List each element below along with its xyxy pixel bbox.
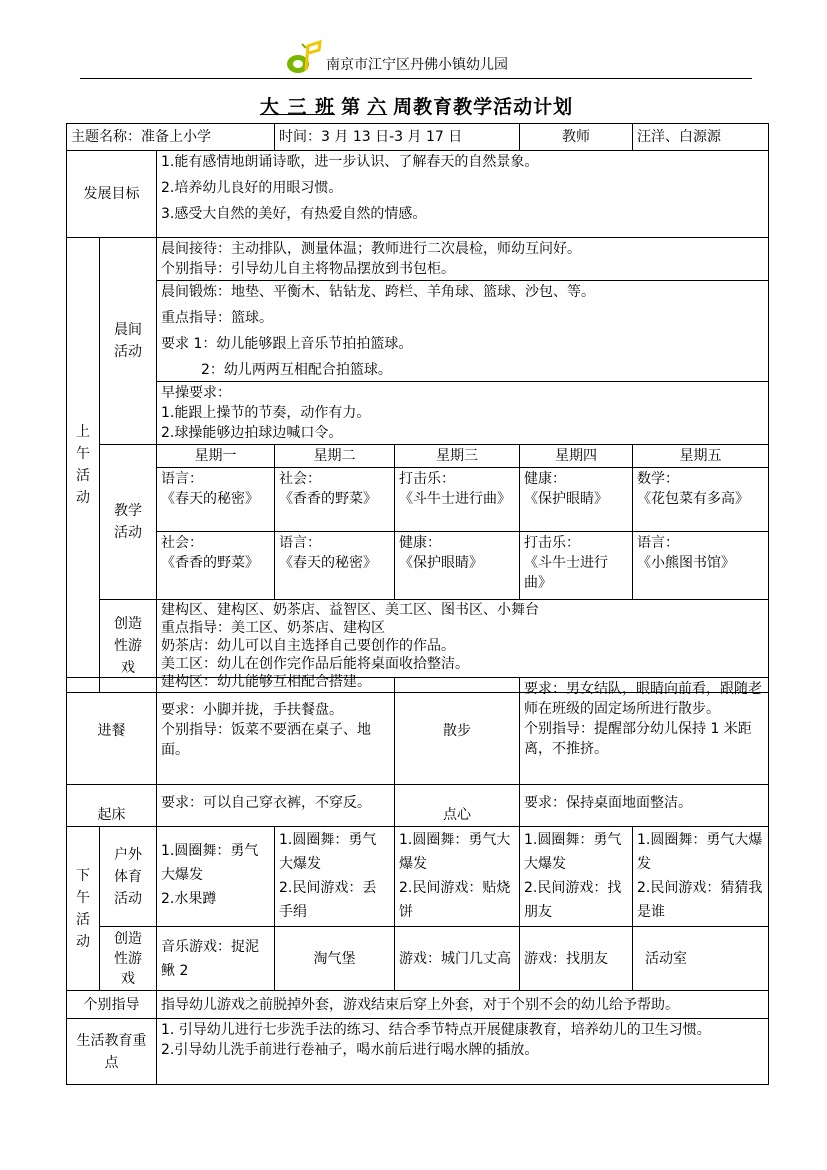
text-line: 《花包菜有多高》 bbox=[637, 491, 750, 507]
text-line: 《小熊图书馆》 bbox=[637, 555, 736, 571]
text-line: 《斗牛士进行曲》 bbox=[399, 491, 512, 507]
text-line: 2.民间游戏：贴烧饼 bbox=[399, 880, 511, 920]
text-line: 建构区：幼儿能够互相配合搭建。 bbox=[161, 674, 371, 690]
pm-creative-cell: 音乐游戏：捉泥鳅 2 bbox=[157, 927, 275, 991]
morning-reception bbox=[157, 238, 769, 281]
text-line: 语言： bbox=[161, 471, 203, 487]
title-suffix: 周教育教学活动计划 bbox=[393, 96, 574, 118]
wake-label: 起床 bbox=[67, 785, 157, 827]
text-line: 《春天的秘密》 bbox=[161, 491, 259, 507]
pm-creative-cell: 活动室 bbox=[633, 927, 769, 991]
text-line: 2.民间游戏：猜猜我是谁 bbox=[637, 880, 763, 920]
text-line: 社会： bbox=[161, 535, 203, 551]
text-line: 《斗牛士进行曲》 bbox=[524, 555, 609, 591]
teacher-label bbox=[520, 124, 633, 151]
text-line: 《香香的野菜》 bbox=[279, 491, 378, 507]
walk-content bbox=[520, 678, 769, 785]
theme-value: 准备上小学 bbox=[141, 129, 211, 145]
text-line: 创造性游戏 bbox=[114, 930, 142, 987]
lesson-cell bbox=[157, 468, 275, 532]
text-line: 晨间接待：主动排队，测量体温；教师进行二次晨检，师幼互问好。 bbox=[161, 241, 581, 257]
goals-label: 发展目标 bbox=[67, 151, 157, 238]
text-line: 要求：男女结队，眼睛向前看，跟随老师在班级的固定场所进行散步。 bbox=[524, 681, 762, 717]
lesson-cell bbox=[633, 468, 769, 532]
text-line: 重点指导：篮球。 bbox=[161, 310, 273, 326]
morning-section-label bbox=[67, 238, 100, 693]
text-line: 早操要求： bbox=[161, 385, 231, 401]
text-line: 1.圆圈舞：勇气大爆发 bbox=[637, 832, 763, 872]
text-line: 2.引导幼儿洗手前进行卷袖子，喝水前后进行喝水牌的插放。 bbox=[161, 1042, 539, 1058]
school-name: 南京市江宁区丹佛小镇幼儿园 bbox=[326, 57, 508, 73]
text-line: 要求 1：幼儿能够跟上音乐节拍拍篮球。 bbox=[161, 336, 413, 352]
text-line: 2.水果蹲 bbox=[161, 891, 217, 907]
text-line: 建构区、建构区、奶茶店、益智区、美工区、图书区、小舞台 bbox=[161, 602, 539, 618]
text-line: 2.球操能够边拍球边喊口令。 bbox=[161, 425, 343, 441]
text-line: 美工区：幼儿在创作完作品后能将桌面收拾整洁。 bbox=[161, 656, 469, 672]
teaching-label bbox=[100, 445, 157, 600]
text-line: 1. 引导幼儿进行七步洗手法的练习、结合季节特点开展健康教育，培养幼儿的卫生习惯。 bbox=[161, 1022, 711, 1038]
wake-content: 要求：可以自己穿衣裤，不穿反。 bbox=[157, 785, 395, 827]
pm-creative-cell: 淘气堡 bbox=[275, 927, 395, 991]
text-line: 晨间活动 bbox=[114, 322, 142, 360]
snack-label: 点心 bbox=[395, 785, 520, 827]
text-line: 晨间锻炼：地垫、平衡木、钻钻龙、跨栏、羊角球、篮球、沙包、等。 bbox=[161, 284, 595, 300]
goals-content bbox=[157, 151, 769, 238]
text-line: 教学活动 bbox=[114, 503, 142, 541]
lesson-cell bbox=[275, 532, 395, 600]
text-line: 1.圆圈舞：勇气大爆发 bbox=[279, 832, 377, 872]
text-line: 户外体育活动 bbox=[114, 846, 142, 907]
lesson-cell bbox=[395, 468, 520, 532]
time-value: 3 月 13 日-3 月 17 日 bbox=[321, 129, 463, 145]
outdoor-label bbox=[100, 827, 157, 927]
individual-content: 指导幼儿游戏之前脱掉外套，游戏结束后穿上外套，对于个别不会的幼儿给予帮助。 bbox=[157, 991, 769, 1019]
goal-item: 1.能有感情地朗诵诗歌，进一步认识、了解春天的自然景象。 bbox=[161, 154, 539, 170]
pm-creative-label bbox=[100, 927, 157, 991]
text-line: 重点指导：美工区、奶茶店、建构区 bbox=[161, 620, 385, 636]
outdoor-cell bbox=[520, 827, 633, 927]
lesson-cell bbox=[157, 532, 275, 600]
text-line: 健康： bbox=[524, 471, 567, 487]
text-line: 打击乐： bbox=[524, 535, 581, 551]
text-line: 1.能跟上操节的节奏，动作有力。 bbox=[161, 405, 371, 421]
outdoor-cell bbox=[275, 827, 395, 927]
class-name: 大 三 班 bbox=[259, 96, 336, 118]
page-header bbox=[80, 38, 752, 79]
text-line: 奶茶店：幼儿可以自主选择自己要创作的作品。 bbox=[161, 638, 455, 654]
text-line: 下午活动 bbox=[76, 867, 90, 950]
text-line: 上午活动 bbox=[76, 424, 90, 506]
plan-table-lower bbox=[66, 677, 769, 1085]
text-line: 主题名称： bbox=[71, 129, 141, 145]
walk-label: 散步 bbox=[395, 678, 520, 785]
text-line: 语言： bbox=[279, 535, 322, 551]
text-line: 个别指导：引导幼儿自主将物品摆放到书包柜。 bbox=[161, 261, 455, 277]
plan-table bbox=[66, 123, 769, 693]
time-cell bbox=[275, 124, 520, 151]
text-line: 《春天的秘密》 bbox=[279, 555, 378, 571]
text-line: 1.圆圈舞：勇气大爆发 bbox=[161, 843, 259, 883]
meal-content bbox=[157, 678, 395, 785]
text-line: 《保护眼睛》 bbox=[399, 555, 484, 571]
outdoor-cell bbox=[157, 827, 275, 927]
text-line: 语言： bbox=[637, 535, 680, 551]
text-line: 2.民间游戏：丢手绢 bbox=[279, 880, 377, 920]
weekday-header: 星期五 bbox=[633, 445, 769, 468]
pm-creative-cell: 游戏：城门几丈高 bbox=[395, 927, 520, 991]
text-line: 健康： bbox=[399, 535, 442, 551]
meal-label: 进餐 bbox=[67, 678, 157, 785]
morning-exercise bbox=[157, 281, 769, 382]
outdoor-cell bbox=[395, 827, 520, 927]
text-line: 1.圆圈舞：勇气大爆发 bbox=[524, 832, 622, 872]
goal-item: 2.培养幼儿良好的用眼习惯。 bbox=[161, 180, 343, 196]
weekday-header: 星期四 bbox=[520, 445, 633, 468]
text-line: 《保护眼睛》 bbox=[524, 491, 609, 507]
text-line: 创造性游戏 bbox=[114, 616, 142, 676]
lesson-cell bbox=[520, 468, 633, 532]
life-label bbox=[67, 1019, 157, 1085]
week-number: 六 bbox=[367, 96, 388, 118]
morning-activity-label bbox=[100, 238, 157, 445]
text-line: 个别指导：饭菜不要洒在桌子、地面。 bbox=[161, 722, 371, 758]
weekday-header: 星期三 bbox=[395, 445, 520, 468]
text-line: 2.民间游戏：找朋友 bbox=[524, 880, 622, 920]
text-line: 2：幼儿两两互相配合拍篮球。 bbox=[201, 362, 392, 378]
snack-content: 要求：保持桌面地面整洁。 bbox=[520, 785, 769, 827]
teacher-value: 汪洋、白源源 bbox=[633, 124, 769, 151]
week-prefix: 第 bbox=[341, 96, 362, 118]
text-line: 生活教育重 点 bbox=[76, 1032, 147, 1071]
text-line: 《香香的野菜》 bbox=[161, 555, 259, 571]
weekday-header: 星期一 bbox=[157, 445, 275, 468]
goal-item: 3.感受大自然的美好，有热爱自然的情感。 bbox=[161, 206, 427, 222]
lesson-cell bbox=[395, 532, 520, 600]
school-logo-icon bbox=[286, 40, 322, 74]
weekday-header: 星期二 bbox=[275, 445, 395, 468]
pm-creative-cell: 游戏：找朋友 bbox=[520, 927, 633, 991]
outdoor-cell bbox=[633, 827, 769, 927]
text-line: 个别指导：提醒部分幼儿保持 1 米距离，不推挤。 bbox=[524, 721, 752, 757]
page-title bbox=[0, 92, 827, 119]
text-line: 教师 bbox=[562, 129, 591, 145]
theme-cell bbox=[67, 124, 275, 151]
text-line: 1.圆圈舞：勇气大爆发 bbox=[399, 832, 511, 872]
life-content bbox=[157, 1019, 769, 1085]
text-line: 数学： bbox=[637, 471, 680, 487]
text-line: 时间： bbox=[279, 129, 322, 145]
individual-label: 个别指导 bbox=[67, 991, 157, 1019]
lesson-cell bbox=[275, 468, 395, 532]
morning-exercise-requirements bbox=[157, 382, 769, 445]
lesson-cell bbox=[520, 532, 633, 600]
afternoon-section-label bbox=[67, 827, 100, 991]
text-line: 打击乐： bbox=[399, 471, 456, 487]
text-line: 要求：小脚并拢，手扶餐盘。 bbox=[161, 702, 343, 718]
text-line: 社会： bbox=[279, 471, 322, 487]
lesson-cell bbox=[633, 532, 769, 600]
